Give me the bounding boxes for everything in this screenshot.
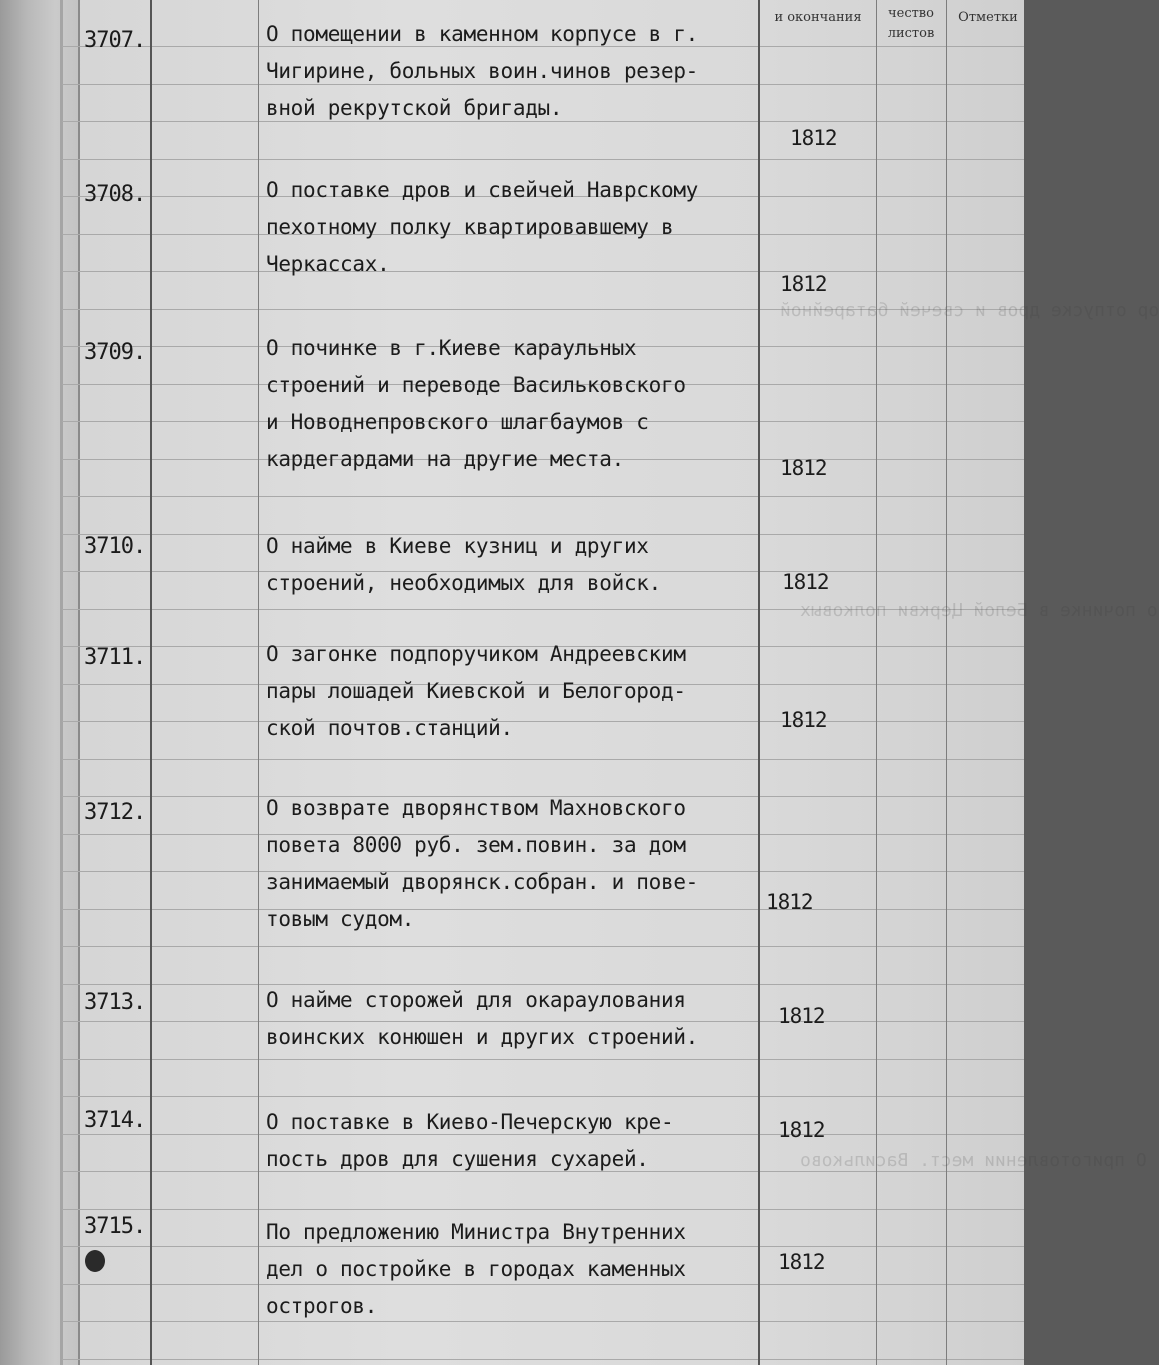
ruled-line <box>62 759 1024 760</box>
entry-number: 3710. <box>84 534 146 559</box>
entry-number: 3712. <box>84 800 146 825</box>
ruled-line <box>62 159 1024 160</box>
entry-year: 1812 <box>790 126 837 150</box>
column-line-description <box>258 0 259 1365</box>
column-line-number <box>150 0 152 1365</box>
bleed-through-text: ор отпуске дров и свечей батарейной <box>780 300 1159 321</box>
ruled-line <box>62 1359 1024 1360</box>
entry-description: О поставке дров и свейчей Наврскому пехотному полку квартировавшему в Черкассах. <box>266 178 699 276</box>
entry-number: 3708. <box>84 182 146 207</box>
entry-number: 3715. <box>84 1214 146 1239</box>
entry-number: 3709. <box>84 340 146 365</box>
bleed-through-text: о починке в Белой Церкви полковых <box>800 600 1158 621</box>
header-sheets: чество листов <box>887 6 935 41</box>
entry-description: О загонке подпоручиком Андреевским пары лошадей Киевской и Белогород- ской почтов.станций. <box>266 642 686 740</box>
entry-year: 1812 <box>780 456 827 480</box>
ruled-line <box>62 1059 1024 1060</box>
entry-year: 1812 <box>780 708 827 732</box>
entry-description: О починке в г.Киеве караульных строений и переводе Васильковского и Новоднепровского шлагбаумов с кардегардами на другие места. <box>266 336 686 471</box>
header-dates: и окончания <box>774 10 862 25</box>
entry-description: О найме сторожей для окараулования воинских конюшен и других строений. <box>266 988 699 1049</box>
entry-description: О возврате дворянством Махновского повета 8000 руб. зем.повин. за дом занимаемый дворянск.собран. и пове- товым судом. <box>266 796 699 931</box>
entry-number: 3707. <box>84 28 146 53</box>
entry-year: 1812 <box>780 272 827 296</box>
bleed-through-text: О приготовлении мест. Васильково <box>800 1150 1147 1171</box>
entry-description: По предложению Министра Внутренних дел о постройке в городах каменных острогов. <box>266 1220 686 1318</box>
entry-description: О помещении в каменном корпусе в г. Чигирине, больных воин.чинов резер- вной рекрутской бригады. <box>266 22 699 120</box>
entry-number: 3713. <box>84 990 146 1015</box>
entry-number: 3711. <box>84 645 146 670</box>
binding-spine <box>0 0 80 1365</box>
header-notes: Отметки <box>958 10 1018 25</box>
ruled-line <box>62 1096 1024 1097</box>
binding-hole <box>85 1250 105 1272</box>
entry-year: 1812 <box>778 1118 825 1142</box>
entry-description: О поставке в Киево-Печерскую кре- пость дров для сушения сухарей. <box>266 1110 674 1171</box>
ruled-line <box>62 1209 1024 1210</box>
entry-year: 1812 <box>778 1004 825 1028</box>
entry-year: 1812 <box>766 890 813 914</box>
entry-year: 1812 <box>782 570 829 594</box>
entry-year: 1812 <box>778 1250 825 1274</box>
entry-number: 3714. <box>84 1108 146 1133</box>
entry-description: О найме в Киеве кузниц и других строений, необходимых для войск. <box>266 534 661 595</box>
ruled-line <box>62 496 1024 497</box>
ruled-line <box>62 946 1024 947</box>
